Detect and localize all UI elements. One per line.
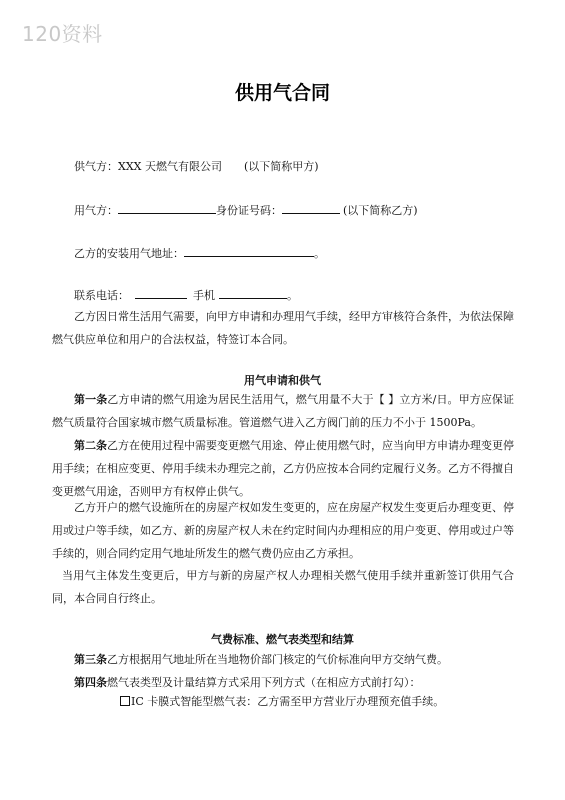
phone-blank[interactable] (135, 287, 187, 299)
watermark: 120资料 (22, 22, 103, 46)
supplier-label: 供气方： (74, 160, 118, 173)
mobile-label: 手机 (193, 289, 215, 302)
user-name-blank[interactable] (118, 202, 216, 214)
article-3 (52, 648, 514, 671)
user-id-label: 身份证号码： (216, 204, 282, 217)
option-ic-card (120, 694, 444, 710)
user-label: 用气方： (74, 204, 118, 217)
contact-line (74, 287, 298, 304)
user-line (74, 202, 418, 219)
article-2-text: 乙方在使用过程中需要变更燃气用途、停止使用燃气时，应当向甲方申请办理变更停用手续；在相应变更、停用手续未办理完之前，乙方仍应按本合同约定履行义务。乙方不得擅自变更燃气用途，否则甲方有权停止供气。 (52, 439, 514, 498)
paragraph-termination: 当用气主体发生变更后，甲方与新的房屋产权人办理相关燃气使用手续并重新签订供用气合同，本合同自行终止。 (52, 569, 514, 605)
option-ic-card-label: IC 卡膜式智能型燃气表：乙方需至甲方营业厅办理预充值手续。 (131, 695, 445, 708)
article-2-title: 第二条 (74, 439, 107, 452)
section2-heading: 气费标准、燃气表类型和结算 (211, 633, 354, 646)
checkbox-icon[interactable] (120, 696, 130, 706)
address-end: 。 (314, 247, 325, 260)
address-line (74, 245, 325, 262)
article-4-title: 第四条 (74, 676, 107, 689)
mobile-blank[interactable] (219, 287, 287, 299)
article-2 (52, 434, 514, 503)
supplier-line (74, 159, 319, 175)
article-4-text: 燃气表类型及计量结算方式采用下列方式（在相应方式前打勾）： (107, 676, 421, 689)
supplier-name: XXX 天燃气有限公司 (118, 160, 222, 173)
contact-end: 。 (287, 289, 298, 302)
contact-label: 联系电话： (74, 289, 129, 302)
address-label: 乙方的安装用气地址： (74, 247, 184, 260)
user-note: (以下简称乙方) (343, 204, 418, 217)
address-blank[interactable] (184, 245, 314, 257)
user-id-blank[interactable] (282, 202, 340, 214)
section1-heading: 用气申请和供气 (244, 374, 321, 387)
article-1 (52, 388, 514, 434)
article-4 (52, 671, 514, 694)
article-1-text: 乙方申请的燃气用途为居民生活用气，燃气用量不大于【 】立方米/日。甲方应保证燃气质量符合国家城市燃气质量标准。管道燃气进入乙方阀门前的压力不小于 1500Pa。 (52, 393, 515, 429)
article-3-title: 第三条 (74, 653, 107, 666)
paragraph-transfer: 乙方开户的燃气设施所在的房屋产权如发生变更的，应在房屋产权发生变更后办理变更、停用或过户等手续，如乙方、新的房屋产权人未在约定时间内办理相应的用户变更、停用或过户等手续的，则合同约定用气地址所发生的燃气费仍应由乙方承担。 (52, 501, 514, 560)
supplier-note: (以下简称甲方) (244, 160, 319, 173)
article-1-title: 第一条 (74, 393, 108, 406)
article-3-text: 乙方根据用气地址所在当地物价部门核定的气价标准向甲方交纳气费。 (107, 653, 448, 666)
intro-paragraph: 乙方因日常生活用气需要，向甲方申请和办理用气手续，经甲方审核符合条件，为依法保障燃气供应单位和用户的合法权益，特签订本合同。 (52, 310, 514, 346)
page-title: 供用气合同 (234, 82, 330, 104)
